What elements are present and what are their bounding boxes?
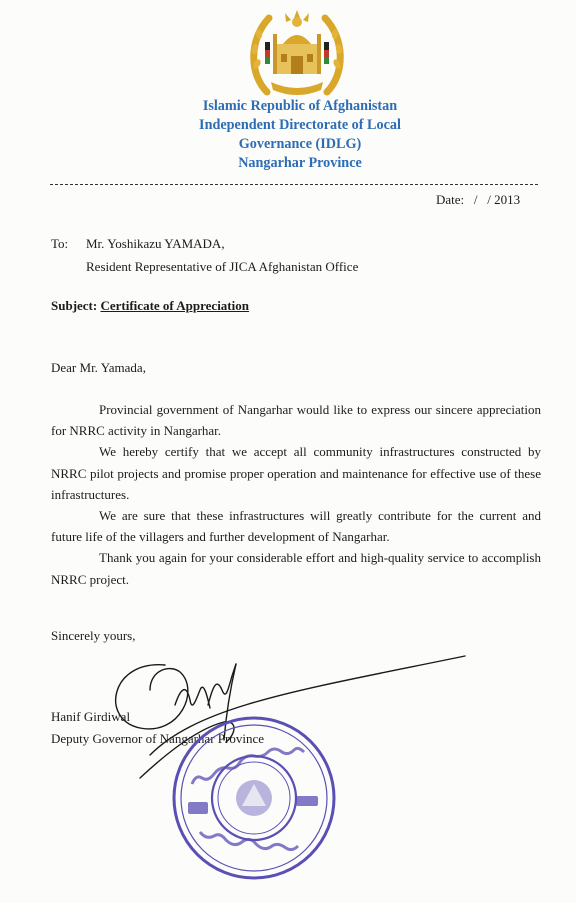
- recipient-title: Resident Representative of JICA Afghanistan Office: [86, 259, 359, 274]
- letterhead-line-directorate: Independent Directorate of Local: [199, 117, 401, 133]
- signer-title: Deputy Governor of Nangarhar Province: [51, 731, 264, 746]
- body-paragraph: We hereby certify that we accept all community infrastructures constructed by NRRC pilot projects and promise proper operation and maintenance for effective use of these infrastructures.: [51, 444, 541, 502]
- subject-line: [51, 298, 249, 314]
- letterhead-line-province: Nangarhar Province: [238, 155, 362, 171]
- subject-separator: :: [92, 298, 101, 313]
- signer-name: Hanif Girdiwal: [51, 709, 131, 724]
- salutation: Dear Mr. Yamada,: [51, 360, 146, 375]
- date-line: Date: / / 2013: [436, 192, 521, 207]
- official-stamp: [170, 714, 338, 882]
- afghanistan-emblem-icon: [247, 4, 347, 100]
- letterhead-line-governance: Governance (IDLG): [238, 136, 362, 152]
- body-paragraph: Provincial government of Nangarhar would like to express our sincere appreciation for NRRC activity in Nangarhar.: [51, 402, 541, 439]
- subject-label: Subject: [51, 298, 93, 313]
- body-paragraph: We are sure that these infrastructures will greatly contribute for the current and future life of the villagers and further development of Nangarhar.: [51, 508, 541, 545]
- header-divider: [50, 184, 538, 185]
- letter-body: [51, 399, 541, 590]
- body-paragraph: Thank you again for your considerable effort and high-quality service to accomplish NRRC project.: [51, 550, 541, 587]
- recipient-name: Mr. Yoshikazu YAMADA,: [86, 236, 225, 251]
- subject-text: Certificate of Appreciation: [100, 298, 249, 313]
- letterhead-line-country: Islamic Republic of Afghanistan: [202, 98, 398, 114]
- recipient-label: To:: [51, 236, 69, 251]
- letterhead: [0, 97, 576, 173]
- closing: Sincerely yours,: [51, 628, 136, 643]
